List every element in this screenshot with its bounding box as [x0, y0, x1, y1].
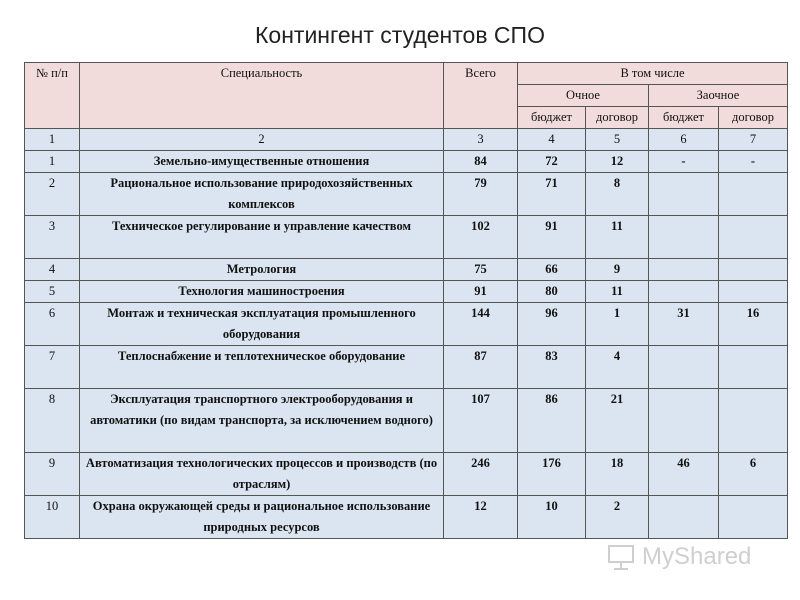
row-total: 87: [444, 346, 518, 389]
table-row: [25, 346, 788, 389]
row-ft-budget: 83: [518, 346, 586, 389]
row-number: 2: [25, 173, 80, 216]
row-ft-contract: 1: [586, 303, 649, 346]
row-ft-contract: 8: [586, 173, 649, 216]
presentation-icon: [606, 542, 636, 572]
row-number: 4: [25, 259, 80, 281]
col-number: 2: [80, 129, 444, 151]
students-table: [24, 62, 788, 539]
table-row: [25, 389, 788, 453]
table-row: [25, 281, 788, 303]
row-specialty: Технология машиностроения: [80, 281, 444, 303]
row-ft-contract: 21: [586, 389, 649, 453]
row-number: 9: [25, 453, 80, 496]
col-number: 4: [518, 129, 586, 151]
row-total: 12: [444, 496, 518, 539]
row-specialty: Метрология: [80, 259, 444, 281]
table-row: [25, 216, 788, 259]
header-ft-contract: договор: [586, 107, 649, 129]
row-pt-budget: -: [649, 151, 719, 173]
row-pt-contract: [719, 216, 788, 259]
row-ft-budget: 72: [518, 151, 586, 173]
row-pt-contract: [719, 173, 788, 216]
row-total: 107: [444, 389, 518, 453]
row-pt-budget: 46: [649, 453, 719, 496]
row-specialty: Рациональное использование природохозяйственных комплексов: [80, 173, 444, 216]
row-pt-contract: -: [719, 151, 788, 173]
row-ft-budget: 176: [518, 453, 586, 496]
row-ft-budget: 86: [518, 389, 586, 453]
row-number: 6: [25, 303, 80, 346]
row-ft-budget: 10: [518, 496, 586, 539]
row-ft-contract: 2: [586, 496, 649, 539]
header-pt-budget: бюджет: [649, 107, 719, 129]
table-row: [25, 496, 788, 539]
row-total: 144: [444, 303, 518, 346]
row-ft-contract: 11: [586, 281, 649, 303]
col-number: 6: [649, 129, 719, 151]
row-total: 246: [444, 453, 518, 496]
row-pt-contract: [719, 281, 788, 303]
row-specialty: Эксплуатация транспортного электрооборудования и автоматики (по видам транспорта, за исключением водного): [80, 389, 444, 453]
header-ft-budget: бюджет: [518, 107, 586, 129]
row-number: 3: [25, 216, 80, 259]
row-pt-contract: 16: [719, 303, 788, 346]
row-number: 1: [25, 151, 80, 173]
row-specialty: Автоматизация технологических процессов и производств (по отраслям): [80, 453, 444, 496]
row-pt-budget: [649, 389, 719, 453]
row-number: 7: [25, 346, 80, 389]
row-specialty: Теплоснабжение и теплотехническое оборудование: [80, 346, 444, 389]
row-total: 75: [444, 259, 518, 281]
row-pt-contract: [719, 389, 788, 453]
row-pt-budget: 31: [649, 303, 719, 346]
table-row: [25, 453, 788, 496]
table-row: [25, 303, 788, 346]
table-row: [25, 173, 788, 216]
row-pt-budget: [649, 281, 719, 303]
header-pt-contract: договор: [719, 107, 788, 129]
row-ft-contract: 12: [586, 151, 649, 173]
col-number: 3: [444, 129, 518, 151]
header-full-time: Очное: [518, 85, 649, 107]
row-pt-contract: [719, 259, 788, 281]
row-ft-budget: 80: [518, 281, 586, 303]
row-pt-budget: [649, 496, 719, 539]
row-pt-budget: [649, 216, 719, 259]
row-number: 10: [25, 496, 80, 539]
row-ft-contract: 9: [586, 259, 649, 281]
row-pt-contract: [719, 346, 788, 389]
row-ft-budget: 66: [518, 259, 586, 281]
row-total: 79: [444, 173, 518, 216]
row-ft-budget: 71: [518, 173, 586, 216]
row-total: 84: [444, 151, 518, 173]
row-pt-budget: [649, 259, 719, 281]
table-row: [25, 259, 788, 281]
page-title: Контингент студентов СПО: [255, 22, 545, 48]
row-pt-contract: [719, 496, 788, 539]
row-ft-contract: 11: [586, 216, 649, 259]
header-including: В том числе: [518, 63, 788, 85]
header-total: Всего: [444, 63, 518, 129]
header-num: № п/п: [25, 63, 80, 129]
row-specialty: Монтаж и техническая эксплуатация промышленного оборудования: [80, 303, 444, 346]
row-specialty: Земельно-имущественные отношения: [80, 151, 444, 173]
row-ft-budget: 91: [518, 216, 586, 259]
col-number: 7: [719, 129, 788, 151]
watermark-text: MyShared: [642, 543, 752, 570]
row-ft-contract: 18: [586, 453, 649, 496]
row-ft-budget: 96: [518, 303, 586, 346]
col-number: 5: [586, 129, 649, 151]
watermark: [606, 540, 776, 574]
row-total: 91: [444, 281, 518, 303]
row-pt-budget: [649, 173, 719, 216]
table-row: [25, 151, 788, 173]
row-ft-contract: 4: [586, 346, 649, 389]
row-specialty: Охрана окружающей среды и рациональное использование природных ресурсов: [80, 496, 444, 539]
row-pt-contract: 6: [719, 453, 788, 496]
header-part-time: Заочное: [649, 85, 788, 107]
row-total: 102: [444, 216, 518, 259]
row-specialty: Техническое регулирование и управление качеством: [80, 216, 444, 259]
header-specialty: Специальность: [80, 63, 444, 129]
row-pt-budget: [649, 346, 719, 389]
col-number: 1: [25, 129, 80, 151]
row-number: 8: [25, 389, 80, 453]
row-number: 5: [25, 281, 80, 303]
